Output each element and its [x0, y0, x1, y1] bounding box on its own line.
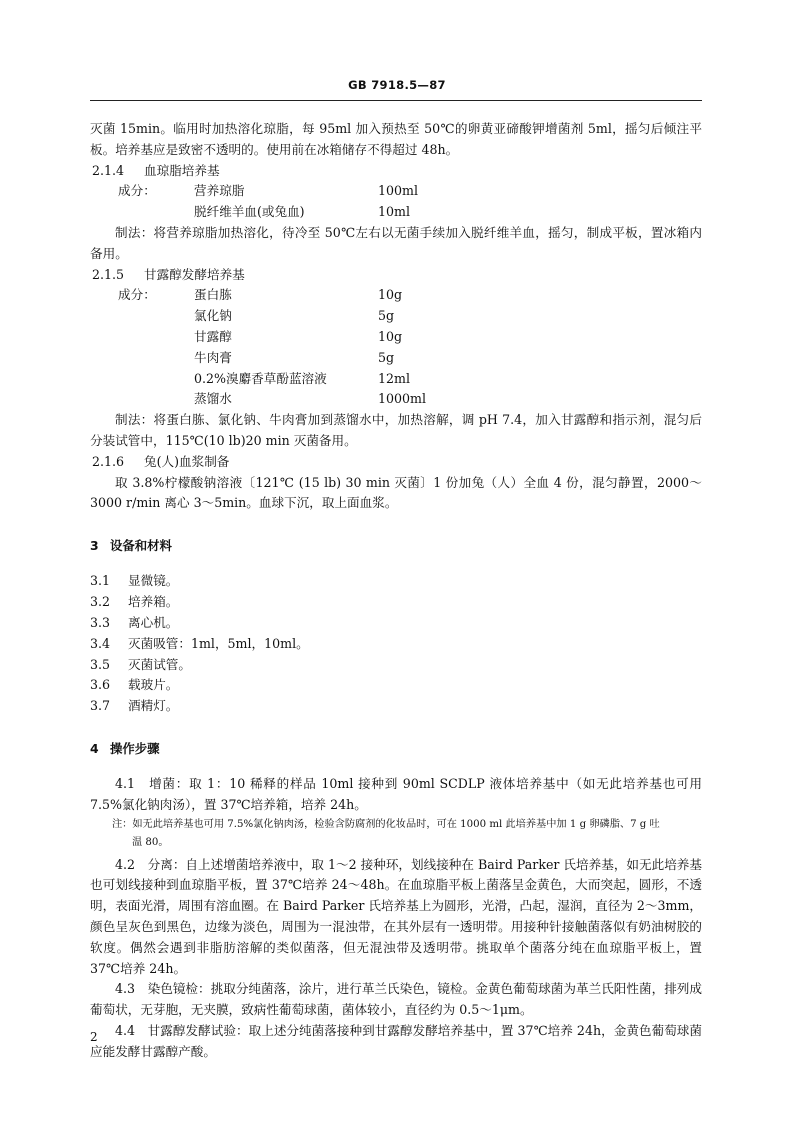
ingredient-name: 甘露醇 [194, 328, 232, 344]
ingredient-name: 0.2%溴麝香草酚蓝溶液 [194, 370, 327, 386]
ingredient-list-2-1-5 [90, 285, 702, 410]
ingredient-qty: 5g [378, 308, 395, 324]
method-2-1-4: 制法：将营养琼脂加热溶化，待冷至 50℃左右以无菌手续加入脱纤维羊血，摇匀，制成平板，置冰箱内备用。 [90, 224, 702, 261]
heading-title: 甘露醇发酵培养基 [144, 266, 245, 282]
list-item [90, 675, 702, 696]
heading-2-1-5 [90, 265, 702, 286]
heading-2-1-6 [90, 452, 702, 473]
item-text: 酒精灯。 [128, 698, 179, 714]
equipment-list [90, 571, 702, 717]
ingredient-lead: 成分： [118, 287, 156, 303]
text-2-1-6: 取 3.8%柠檬酸钠溶液〔121℃ (15 lb) 30 min 灭菌〕1 份加兔（人）全血 4 份，混匀静置，2000～3000 r/min 离心 3～5min。血球下沉，取上面血浆。 [90, 474, 702, 511]
ingredient-list-2-1-4 [90, 181, 702, 223]
list-item [90, 655, 702, 676]
page-number: 2 [90, 1030, 98, 1044]
ingredient-lead [90, 348, 194, 369]
ingredient-name: 牛肉膏 [194, 349, 232, 365]
item-number: 3.2 [90, 593, 111, 609]
ingredient-lead [90, 389, 194, 410]
ingredient-qty: 5g [378, 349, 395, 365]
section-number: 4 [90, 741, 99, 757]
ingredient-row [90, 327, 702, 348]
section-number: 3 [90, 538, 99, 554]
ingredient-name: 营养琼脂 [194, 183, 245, 199]
ingredient-qty: 100ml [378, 183, 419, 199]
note-4-1: 注：如无此培养基也可用 7.5%氯化钠肉汤，检验含防腐剂的化妆品时，可在 1000 ml 此培养基中加 1 g 卵磷脂、7 g 吐 [112, 818, 660, 830]
ingredient-row [90, 181, 702, 202]
ingredient-qty: 12ml [378, 370, 410, 386]
heading-number: 2.1.4 [92, 162, 125, 178]
item-text: 显微镜。 [128, 572, 179, 588]
item-text: 灭菌吸管：1ml，5ml，10ml。 [128, 635, 309, 651]
note-4-1-continued: 温 80。 [132, 837, 169, 849]
heading-2-1-4 [90, 161, 702, 182]
ingredient-name: 蒸馏水 [194, 391, 232, 407]
section-heading-4 [90, 739, 702, 760]
section-heading-3 [90, 536, 702, 557]
document-body [90, 119, 702, 1063]
ingredient-row [90, 306, 702, 327]
list-item [90, 571, 702, 592]
item-number: 3.6 [90, 677, 111, 693]
item-text: 离心机。 [128, 614, 179, 630]
method-2-1-5: 制法：将蛋白胨、氯化钠、牛肉膏加到蒸馏水中，加热溶解，调 pH 7.4，加入甘露醇和指示剂，混匀后分装试管中，115℃(10 lb)20 min 灭菌备用。 [90, 412, 702, 448]
ingredient-name: 蛋白胨 [194, 287, 232, 303]
ingredient-lead [90, 327, 194, 348]
page-header: GB 7918.5—87 [348, 78, 446, 92]
header-rule [90, 100, 702, 101]
step-4-2: 4.2 分离：自上述增菌培养液中，取 1～2 接种环，划线接种在 Baird Parker 氏培养基，如无此培养基也可划线接种到血琼脂平板，置 37℃培养 24～48h。在血琼脂平板上菌落呈金黄色，大而突起，圆形，不透明，表面光滑，周围有溶血圈。在 Baird Parker 氏培养基上为圆形，光滑，凸起，湿润，直径为 2～3mm，颜色呈灰色到黑色，边缘为淡色，周围为一混浊带，在其外层有一透明带。用接种针接触菌落似有奶油树胶的软度。偶然会遇到非脂肪溶解的类似菌落，但无混浊带及透明带。挑取单个菌落分纯在血琼脂平板上，置 37℃培养 24h。 [90, 856, 702, 976]
list-item [90, 613, 702, 634]
ingredient-qty: 10ml [378, 204, 410, 220]
ingredient-row [90, 348, 702, 369]
item-text: 灭菌试管。 [128, 656, 191, 672]
step-4-4: 4.4 甘露醇发酵试验：取上述分纯菌落接种到甘露醇发酵培养基中，置 37℃培养 24h，金黄色葡萄球菌应能发酵甘露醇产酸。 [90, 1023, 702, 1059]
list-item [90, 592, 702, 613]
ingredient-qty: 10g [378, 328, 403, 344]
step-4-1: 4.1 增菌：取 1：10 稀释的样品 10ml 接种到 90ml SCDLP 液体培养基中（如无此培养基也可用 7.5%氯化钠肉汤），置 37℃培养箱，培养 24h。 [90, 776, 702, 812]
ingredient-name: 氯化钠 [194, 308, 232, 324]
item-text: 培养箱。 [128, 593, 179, 609]
ingredient-row [90, 285, 702, 306]
ingredient-lead [90, 202, 194, 223]
item-text: 载玻片。 [128, 677, 179, 693]
item-number: 3.4 [90, 635, 111, 651]
heading-title: 兔(人)血浆制备 [144, 453, 230, 469]
list-item [90, 696, 702, 717]
item-number: 3.5 [90, 656, 111, 672]
ingredient-lead [90, 369, 194, 390]
item-number: 3.7 [90, 698, 111, 714]
ingredient-qty: 10g [378, 287, 403, 303]
step-4-3: 4.3 染色镜检：挑取分纯菌落，涂片，进行革兰氏染色，镜检。金黄色葡萄球菌为革兰氏阳性菌，排列成葡萄状，无芽胞，无夹膜，致病性葡萄球菌，菌体较小，直径约为 0.5～1μm。 [90, 981, 702, 1018]
ingredient-lead: 成分： [118, 183, 156, 199]
section-title: 设备和材料 [110, 538, 172, 554]
ingredient-name: 脱纤维羊血(或兔血) [194, 204, 305, 220]
ingredient-row [90, 389, 702, 410]
heading-number: 2.1.5 [92, 266, 125, 282]
heading-title: 血琼脂培养基 [144, 162, 220, 178]
ingredient-lead [90, 306, 194, 327]
ingredient-row [90, 202, 702, 223]
item-number: 3.3 [90, 614, 111, 630]
paragraph-sterilize: 灭菌 15min。临用时加热溶化琼脂，每 95ml 加入预热至 50℃的卵黄亚碲酸钾增菌剂 5ml，摇匀后倾注平板。培养基应是致密不透明的。使用前在冰箱储存不得超过 48h。 [90, 121, 702, 157]
item-number: 3.1 [90, 572, 111, 588]
ingredient-row [90, 369, 702, 390]
list-item [90, 634, 702, 655]
ingredient-qty: 1000ml [378, 391, 427, 407]
heading-number: 2.1.6 [92, 453, 125, 469]
section-title: 操作步骤 [110, 741, 160, 757]
